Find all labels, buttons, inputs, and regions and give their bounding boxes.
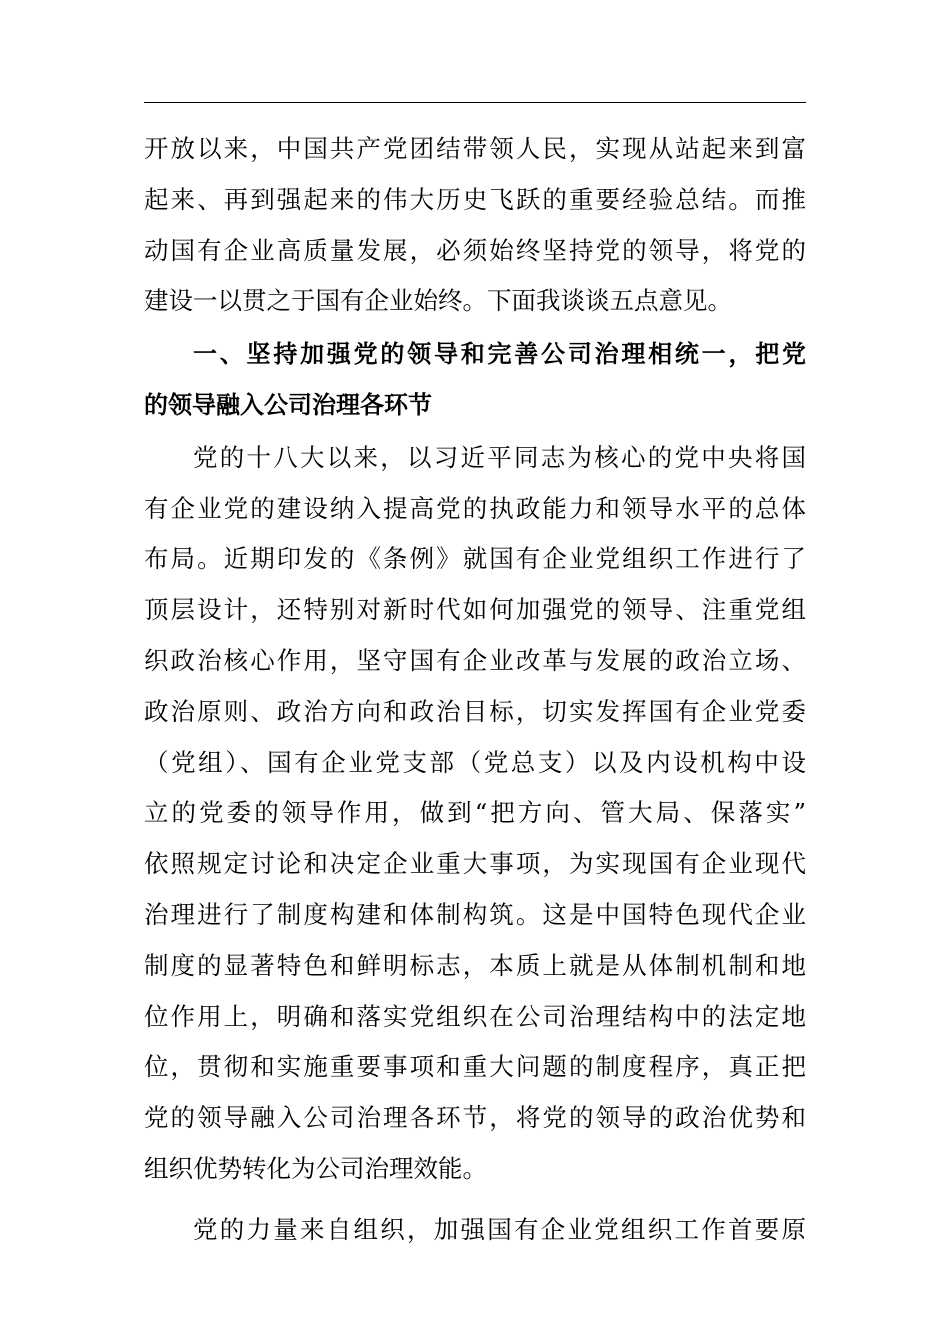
text-line: 顶层设计，还特别对新时代如何加强党的领导、注重党组 [144,595,806,625]
text-line: 治理进行了制度构建和体制构筑。这是中国特色现代企业 [144,899,806,929]
page-body [144,124,806,1256]
paragraph-1 [144,433,806,1195]
text-line: 党的十八大以来，以习近平同志为核心的党中央将国 [193,442,806,472]
text-line: 党的领导融入公司治理各环节，将党的领导的政治优势和 [144,1103,806,1133]
text-line: 动国有企业高质量发展，必须始终坚持党的领导，将党的 [144,235,806,265]
section-heading [144,329,806,431]
text-line: （党组）、国有企业党支部（党总支）以及内设机构中设 [144,747,806,777]
text-line: 组织优势转化为公司治理效能。 [144,1153,487,1183]
heading-line: 的领导融入公司治理各环节 [144,390,432,419]
text-line: 布局。近期印发的《条例》就国有企业党组织工作进行了 [144,544,806,574]
text-line: 有企业党的建设纳入提高党的执政能力和领导水平的总体 [144,493,806,523]
text-line: 织政治核心作用，坚守国有企业改革与发展的政治立场、 [144,645,806,675]
text-line: 起来、再到强起来的伟大历史飞跃的重要经验总结。而推 [144,184,806,214]
text-line: 制度的显著特色和鲜明标志，本质上就是从体制机制和地 [144,950,806,980]
text-line: 开放以来，中国共产党团结带领人民，实现从站起来到富 [144,134,806,163]
text-line: 党的力量来自组织，加强国有企业党组织工作首要原 [193,1214,806,1244]
text-line: 建设一以贯之于国有企业始终。下面我谈谈五点意见。 [144,286,732,316]
text-line: 位，贯彻和实施重要事项和重大问题的制度程序，真正把 [144,1052,806,1082]
heading-line: 一、坚持加强党的领导和完善公司治理相统一，把党 [193,340,806,369]
text-line: 位作用上，明确和落实党组织在公司治理结构中的法定地 [144,1001,806,1031]
text-line: 依照规定讨论和决定企业重大事项，为实现国有企业现代 [144,849,806,879]
header-rule [144,102,806,103]
text-line: 政治原则、政治方向和政治目标，切实发挥国有企业党委 [144,696,806,726]
paragraph-continuation [144,124,806,327]
text-line: 立的党委的领导作用，做到“把方向、管大局、保落实” [144,798,806,828]
paragraph-2 [144,1205,806,1256]
